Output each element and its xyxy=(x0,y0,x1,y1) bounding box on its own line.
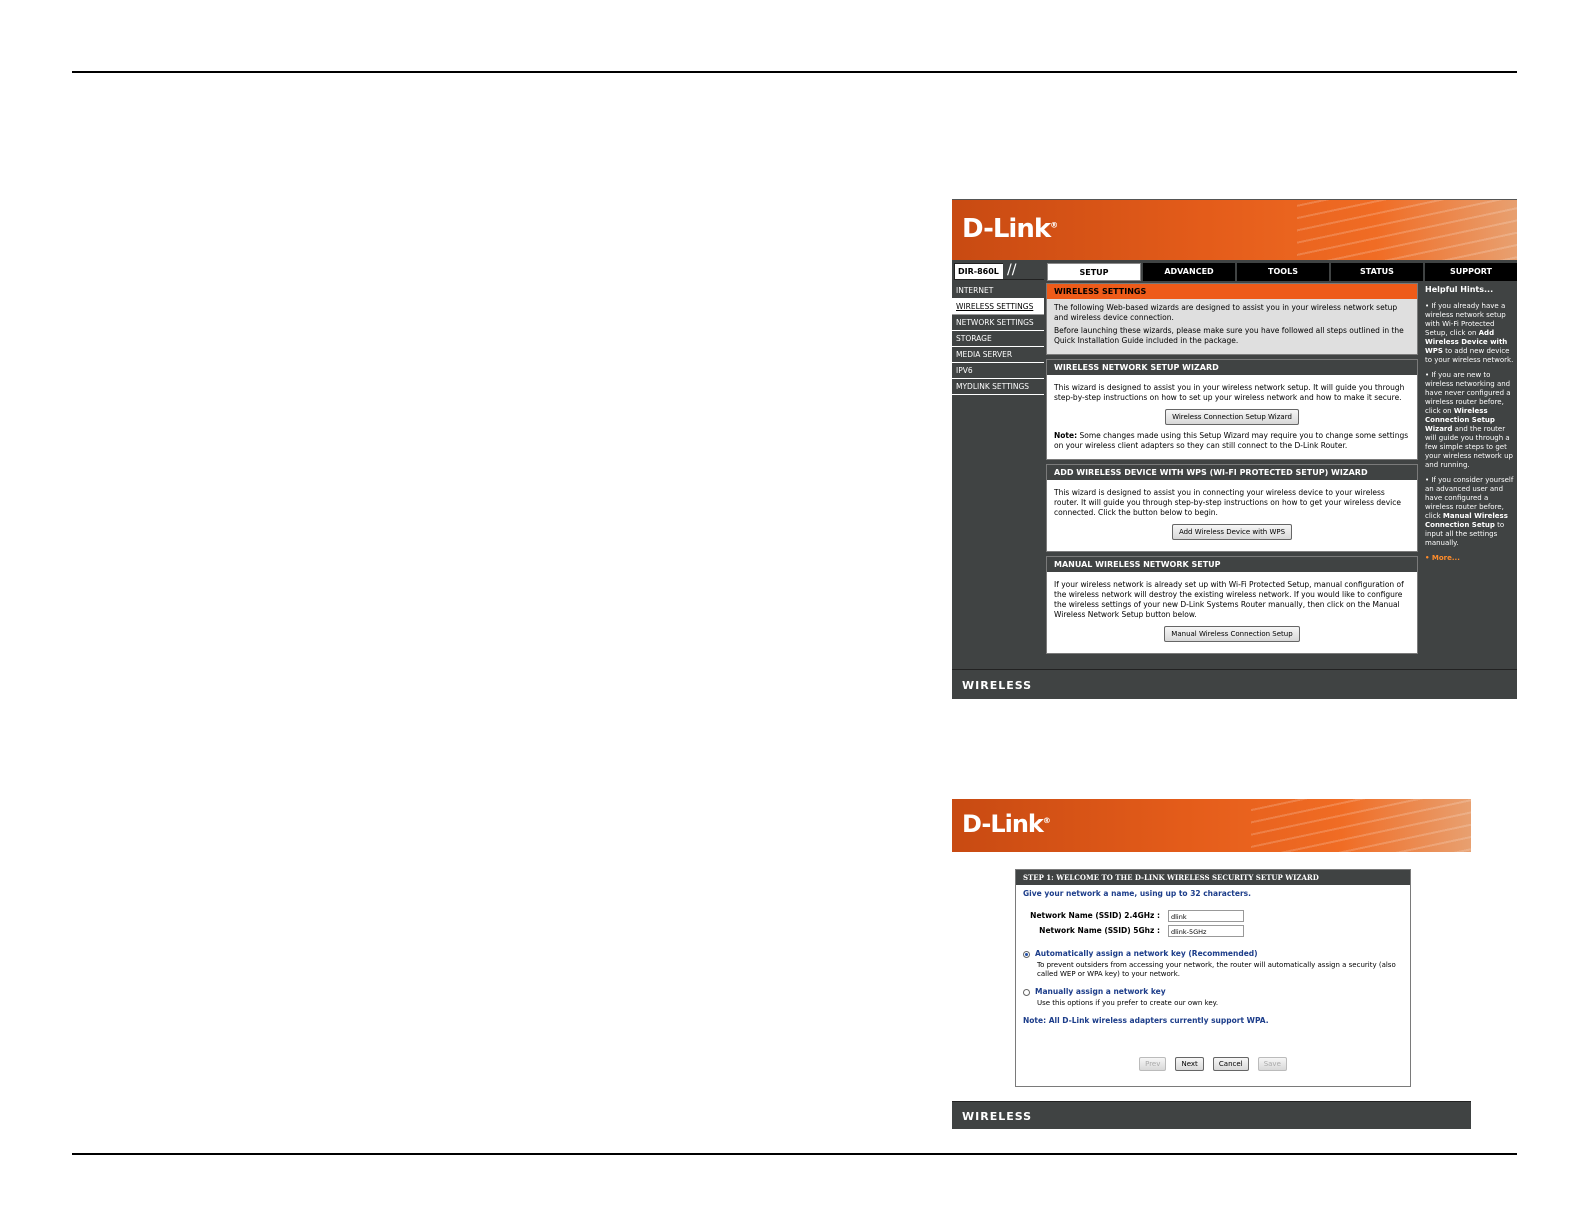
security-setup-wizard xyxy=(1015,869,1411,1087)
manual-key-label: Manually assign a network key xyxy=(1035,987,1166,996)
model-badge: DIR-860L // xyxy=(954,263,1044,280)
panel-text: If your wireless network is already set up with Wi-Fi Protected Setup, manual configuration of the wireless network will destroy the existing wireless network. If you would like to configure the wireless settings of your new D-Link Systems Router manually, then click on the Manual Wireless Network Setup button below. xyxy=(1054,580,1404,619)
auto-key-label: Automatically assign a network key (Recommended) xyxy=(1035,949,1258,958)
tab-support[interactable]: SUPPORT xyxy=(1425,263,1517,281)
wizard-note: Note: All D-Link wireless adapters currently support WPA. xyxy=(1023,1016,1269,1025)
auto-key-description: To prevent outsiders from accessing your network, the router will automatically assign a security (also called WEP or WPA key) to your network. xyxy=(1037,961,1396,978)
wizard-intro: Give your network a name, using up to 32 characters. xyxy=(1023,889,1251,898)
sidebar-item-storage[interactable]: STORAGE xyxy=(952,331,1044,347)
sidebar-item-mydlink-settings[interactable]: MYDLINK SETTINGS xyxy=(952,379,1044,395)
manual-wireless-connection-setup-button[interactable]: Manual Wireless Connection Setup xyxy=(1164,626,1299,642)
main-content xyxy=(1046,283,1418,658)
ssid-5ghz-label: Network Name (SSID) 5Ghz : xyxy=(1039,926,1160,935)
panel-text: Before launching these wizards, please make sure you have followed all steps outlined in the Quick Installation Guide included in the package. xyxy=(1054,326,1404,345)
next-button[interactable]: Next xyxy=(1175,1057,1203,1071)
wireless-settings-screenshot xyxy=(952,199,1517,699)
top-page-rule xyxy=(72,71,1517,73)
more-link[interactable]: • More... xyxy=(1425,554,1460,562)
sidebar-item-internet[interactable]: INTERNET xyxy=(952,283,1044,299)
wizard-note: Note: Some changes made using this Setup Wizard may require you to change some settings on your wireless client adapters so they can still connect to the D-Link Router. xyxy=(1054,431,1409,450)
sidebar-item-network-settings[interactable]: NETWORK SETTINGS xyxy=(952,315,1044,331)
tab-status[interactable]: STATUS xyxy=(1331,263,1423,281)
manual-key-option xyxy=(1023,987,1403,1008)
wizard-title: STEP 1: WELCOME TO THE D-LINK WIRELESS SECURITY SETUP WIZARD xyxy=(1016,870,1410,885)
wireless-connection-setup-wizard-button[interactable]: Wireless Connection Setup Wizard xyxy=(1165,409,1299,425)
sidebar-item-ipv6[interactable]: IPV6 xyxy=(952,363,1044,379)
panel-title: MANUAL WIRELESS NETWORK SETUP xyxy=(1047,557,1417,572)
wireless-footer: WIRELESS xyxy=(952,669,1517,699)
tab-advanced[interactable]: ADVANCED xyxy=(1143,263,1235,281)
setup-body xyxy=(952,283,1517,669)
ssid-24ghz-row xyxy=(1023,909,1403,924)
dlink-logo: D-Link® xyxy=(962,810,1050,838)
hints-title: Helpful Hints... xyxy=(1425,285,1494,294)
wizard-buttons xyxy=(1016,1051,1410,1071)
panel-title: WIRELESS SETTINGS xyxy=(1047,284,1417,299)
network-setup-wizard-panel xyxy=(1046,359,1418,460)
dlink-logo: D-Link® xyxy=(962,214,1058,244)
wireless-settings-panel xyxy=(1046,283,1418,355)
ssid-24ghz-label: Network Name (SSID) 2.4GHz : xyxy=(1030,911,1160,920)
top-navigation xyxy=(952,260,1517,281)
panel-text: The following Web-based wizards are designed to assist you in your wireless network setup and wireless device connection. xyxy=(1054,303,1398,322)
panel-title: WIRELESS NETWORK SETUP WIZARD xyxy=(1047,360,1417,375)
tab-tools[interactable]: TOOLS xyxy=(1237,263,1329,281)
auto-key-radio[interactable] xyxy=(1023,951,1030,958)
manual-setup-panel xyxy=(1046,556,1418,654)
helpful-hints xyxy=(1422,283,1517,565)
sidebar-item-media-server[interactable]: MEDIA SERVER xyxy=(952,347,1044,363)
wireless-footer: WIRELESS xyxy=(952,1101,1471,1129)
tab-setup[interactable]: SETUP xyxy=(1047,263,1141,281)
dlink-banner xyxy=(952,799,1471,852)
add-wireless-device-wps-button[interactable]: Add Wireless Device with WPS xyxy=(1172,524,1292,540)
hint-1: • If you already have a wireless network setup with Wi-Fi Protected Setup, click on Add Wireless Device with WPS to add new device to your wireless network. xyxy=(1425,302,1514,364)
cancel-button[interactable]: Cancel xyxy=(1213,1057,1249,1071)
hint-2: • If you are new to wireless networking and have never configured a wireless router before, click on Wireless Connection Setup Wizard and the router will guide you through a few simple steps to get your wireless network up and running. xyxy=(1425,371,1513,469)
ssid-24ghz-input[interactable]: dlink xyxy=(1168,910,1244,922)
ssid-5ghz-row xyxy=(1023,924,1403,939)
left-navigation xyxy=(952,283,1044,395)
panel-title: ADD WIRELESS DEVICE WITH WPS (WI-FI PROTECTED SETUP) WIZARD xyxy=(1047,465,1417,480)
bottom-page-rule xyxy=(72,1153,1517,1155)
sidebar-item-wireless-settings[interactable]: WIRELESS SETTINGS xyxy=(952,299,1044,315)
main-tabs xyxy=(1047,263,1517,281)
manual-key-radio[interactable] xyxy=(1023,989,1030,996)
save-button[interactable]: Save xyxy=(1258,1057,1287,1071)
model-slashes: // xyxy=(1003,262,1045,279)
wps-wizard-panel xyxy=(1046,464,1418,552)
panel-text: This wizard is designed to assist you in your wireless network setup. It will guide you through step-by-step instructions on how to set up your wireless network and how to make it secure. xyxy=(1054,383,1405,402)
panel-text: This wizard is designed to assist you in connecting your wireless device to your wireless router. It will guide you through step-by-step instructions on how to get your wireless device connected. Click the button below to begin. xyxy=(1054,488,1402,517)
security-wizard-screenshot xyxy=(952,799,1471,1129)
dlink-banner xyxy=(952,200,1517,260)
prev-button[interactable]: Prev xyxy=(1139,1057,1166,1071)
manual-key-description: Use this options if you prefer to create our own key. xyxy=(1037,999,1219,1007)
ssid-5ghz-input[interactable]: dlink-5GHz xyxy=(1168,925,1244,937)
hint-3: • If you consider yourself an advanced user and have configured a wireless router before, click Manual Wireless Connection Setup to input all the settings manually. xyxy=(1425,476,1514,547)
auto-key-option xyxy=(1023,949,1403,979)
